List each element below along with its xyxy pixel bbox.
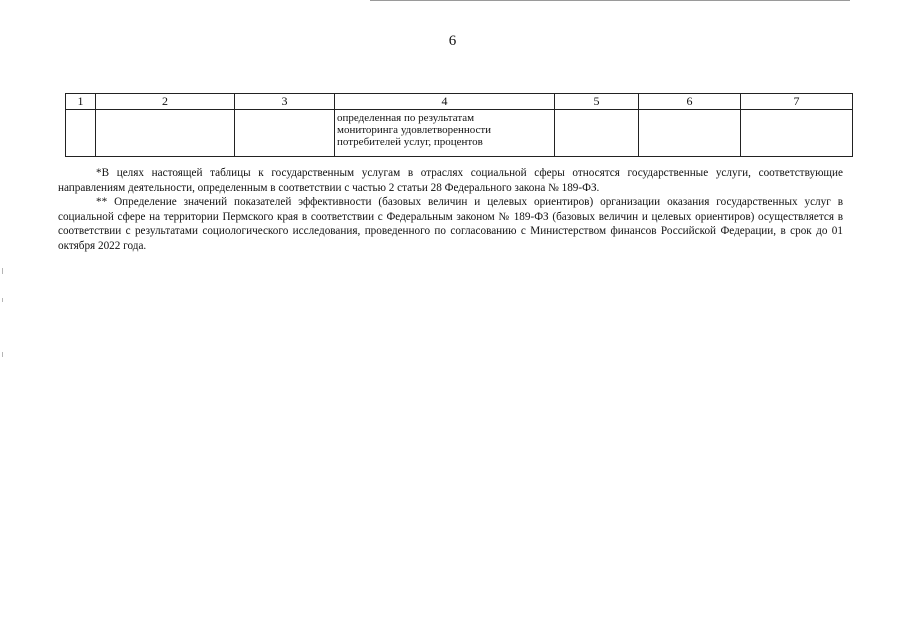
table-cell-col4 xyxy=(335,110,555,157)
scan-top-rule xyxy=(370,0,850,1)
page-number: 6 xyxy=(448,33,457,49)
footnote-1: *В целях настоящей таблицы к государственным услугам в отраслях социальной сферы относятся государственные услуги, соответствующие направлениям деятельности, определенным в соответствии с частью 2 статьи 28 Федерального закона № 189-ФЗ. xyxy=(58,167,843,194)
footnote-2: ** Определение значений показателей эффективности (базовых величин и целевых ориентиров) организации оказания государственных услуг в социальной сфере на территории Пермского края в соответствии с Федеральным законом № 189-ФЗ (базовых величин и целевых ориентиров) осуществляется в соответствии с результатами социологического исследования, проведенного по согласованию с Министерством финансов Российской Федерации, в срок до 01 октября 2022 года. xyxy=(58,196,843,252)
column-number-7: 7 xyxy=(741,94,853,110)
table-cell-col3 xyxy=(235,110,335,157)
footnotes xyxy=(58,166,843,254)
column-number-5: 5 xyxy=(555,94,639,110)
table-row xyxy=(66,110,853,157)
scan-edge-mark xyxy=(2,352,3,357)
cell-text-line: потребителей услуг, процентов xyxy=(337,136,483,148)
table-cell-col7 xyxy=(741,110,853,157)
scan-edge-mark xyxy=(2,298,3,302)
column-number-1: 1 xyxy=(66,94,96,110)
table-cell-col6 xyxy=(639,110,741,157)
column-number-6: 6 xyxy=(639,94,741,110)
table-cell-col1 xyxy=(66,110,96,157)
table-cell-col5 xyxy=(555,110,639,157)
cell-text-line: мониторинга удовлетворенности xyxy=(337,124,492,136)
column-number-3: 3 xyxy=(235,94,335,110)
column-number-2: 2 xyxy=(96,94,235,110)
scan-edge-mark xyxy=(2,268,3,274)
table-cell-col2 xyxy=(96,110,235,157)
data-table xyxy=(65,93,853,157)
column-number-4: 4 xyxy=(335,94,555,110)
table-header-row xyxy=(66,94,853,110)
cell-text-line: определенная по результатам xyxy=(337,112,475,124)
